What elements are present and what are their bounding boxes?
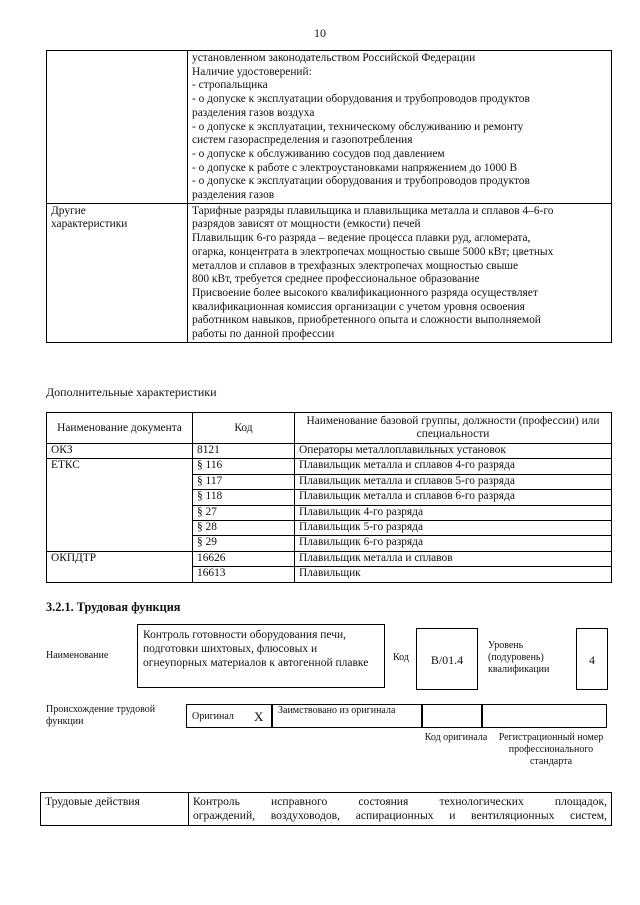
page-number: 10 (314, 26, 326, 40)
text-line: работы по данной профессии (192, 328, 335, 341)
label-line: характеристики (51, 218, 128, 231)
function-name-box: Контроль готовности оборудования печи, подготовки шихтовых, флюсовых и огнеупорных материалов к автогенной плавке (137, 624, 385, 688)
borrowed-cell (272, 704, 422, 728)
text-line: квалификационная комиссия организации с учетом уровня освоения (192, 300, 525, 313)
code-original-label: Код оригинала (424, 732, 488, 743)
original-mark: X (254, 709, 264, 724)
text-line: ограждений, воздуховодов, аспирационных и вентиляционных систем, (193, 809, 607, 822)
borrowed-label: Заимствовано из оригинала (278, 705, 396, 716)
cell-name: Операторы металлоплавильных установок (295, 444, 612, 459)
cell-name: Плавильщик металла и сплавов 5-го разряда (295, 474, 612, 489)
code-original-cell (422, 704, 482, 728)
text-line: 800 кВт, требуется среднее профессиональное образование (192, 273, 480, 286)
text-line: установленном законодательством Российской Федерации (192, 52, 476, 64)
table-row (47, 551, 612, 566)
label-line: Другие (51, 204, 86, 217)
row-label (47, 203, 188, 342)
header-code: Код (193, 413, 295, 444)
cell-code: 16613 (193, 567, 295, 582)
text-line: разделения газов (192, 189, 275, 202)
cell-name: Плавильщик 5-го разряда (295, 520, 612, 535)
text-line: - стропальщика (192, 79, 268, 92)
cell-code: § 116 (193, 459, 295, 474)
row-content (188, 51, 612, 204)
text-line: разрядов зависят от мощности (емкости) печей (192, 218, 421, 231)
name-label: Наименование (46, 650, 109, 661)
section-heading: 3.2.1. Трудовая функция (46, 600, 181, 614)
text-line: - о допуске к эксплуатации, техническому обслуживанию и ремонту (192, 120, 524, 133)
text-line: Наличие удостоверений: (192, 65, 312, 78)
original-cell (186, 704, 272, 728)
text-line: - о допуске к эксплуатации оборудования и трубопроводов продуктов (192, 93, 530, 106)
cell-code: § 27 (193, 505, 295, 520)
cell-name: Плавильщик (295, 567, 612, 582)
cell-code: 8121 (193, 444, 295, 459)
cell-code: 16626 (193, 551, 295, 566)
text-line: Присвоение более высокого квалификационного разряда осуществляет (192, 286, 538, 299)
qualification-requirements-table (46, 50, 612, 343)
text-line: - о допуске к работе с электроустановками напряжением до 1000 В (192, 161, 518, 174)
row-label (47, 51, 188, 204)
text-line: работником навыков, приобретенного опыта и сложности выполняемой (192, 314, 541, 327)
origin-row (186, 704, 607, 728)
cell-name: Плавильщик 4-го разряда (295, 505, 612, 520)
additional-characteristics-table (46, 412, 612, 583)
function-code-box: B/01.4 (416, 628, 478, 690)
cell-name: Плавильщик металла и сплавов 4-го разряда (295, 459, 612, 474)
cell-name: Плавильщик металла и сплавов (295, 551, 612, 566)
text-line: - о допуске к эксплуатации оборудования и трубопроводов продуктов (192, 175, 530, 188)
header-document: Наименование документа (47, 413, 193, 444)
header-name: Наименование базовой группы, должности (профессии) или специальности (295, 413, 612, 444)
actions-content (189, 793, 612, 826)
cell-code: § 117 (193, 474, 295, 489)
table-row (47, 203, 612, 342)
table-header-row (47, 413, 612, 444)
text-line: разделения газов воздуха (192, 106, 315, 119)
cell-code: § 118 (193, 490, 295, 505)
text-line: систем газораспределения и газопотребления (192, 134, 413, 147)
text-line: металлов и сплавов в трехфазных электропечах мощностью свыше (192, 259, 519, 272)
origin-label: Происхождение трудовой функции (46, 704, 156, 727)
actions-label: Трудовые действия (41, 793, 189, 826)
cell-code: § 28 (193, 520, 295, 535)
code-label: Код (393, 652, 409, 663)
cell-name: Плавильщик металла и сплавов 6-го разряда (295, 490, 612, 505)
table-row (41, 793, 612, 826)
table-row (47, 444, 612, 459)
cell-code: § 29 (193, 536, 295, 551)
labor-actions-table (40, 792, 612, 826)
cell-document: ОКЗ (47, 444, 193, 459)
reg-number-label: Регистрационный номер профессионального стандарта (498, 732, 604, 767)
reg-number-cell (482, 704, 607, 728)
text-line: - о допуске к обслуживанию сосудов под давлением (192, 147, 445, 160)
cell-name: Плавильщик 6-го разряда (295, 536, 612, 551)
table-row (47, 51, 612, 204)
original-label: Оригинал (192, 711, 234, 722)
cell-document: ЕТКС (47, 459, 193, 551)
text-line: Тарифные разряды плавильщика и плавильщика металла и сплавов 4–6-го (192, 204, 554, 217)
table-row (47, 459, 612, 474)
cell-document: ОКПДТР (47, 551, 193, 582)
text-line: огарка, концентрата в электропечах мощностью свыше 5000 кВт; цветных (192, 245, 554, 258)
text-line: Плавильщик 6-го разряда – ведение процесса плавки руд, агломерата, (192, 232, 531, 245)
level-box: 4 (576, 628, 608, 690)
text-line: Контроль исправного состояния технологических площадок, (193, 795, 607, 808)
row-content (188, 203, 612, 342)
level-label: Уровень (подуровень) квалификации (488, 640, 550, 675)
additional-characteristics-title: Дополнительные характеристики (46, 385, 217, 399)
